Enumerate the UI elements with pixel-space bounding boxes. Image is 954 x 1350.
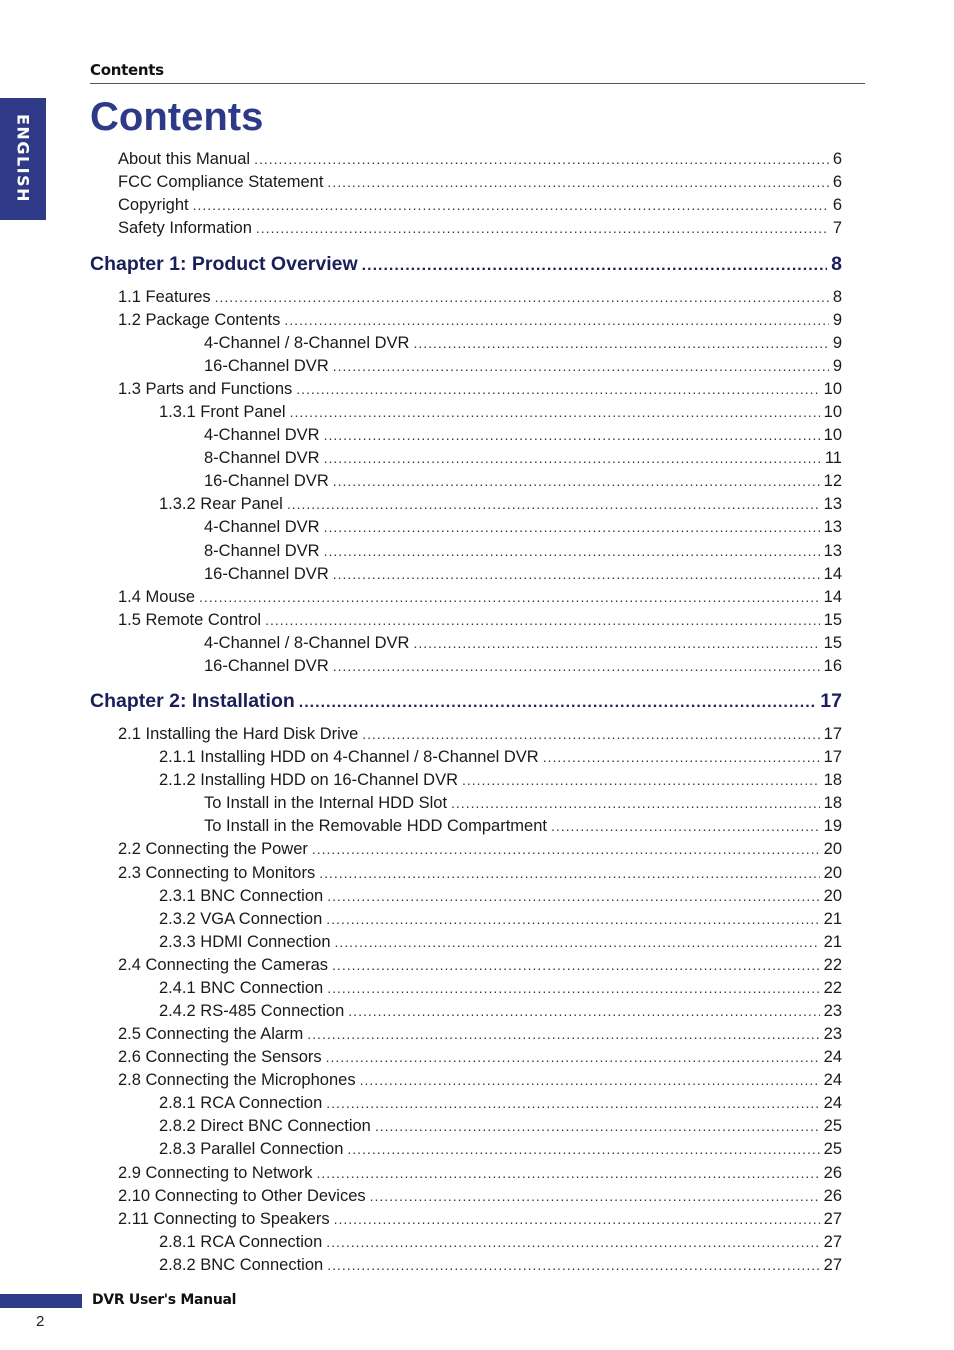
toc-leader-dots: [327, 978, 819, 998]
toc-leader-dots: [543, 747, 820, 767]
language-tab-label: ENGLISH: [13, 114, 33, 204]
toc-page-number: 13: [823, 495, 842, 513]
toc-entry[interactable]: [204, 333, 842, 353]
toc-entry[interactable]: [118, 1209, 842, 1229]
toc-entry-title: FCC Compliance Statement: [118, 173, 324, 191]
toc-leader-dots: [327, 886, 819, 906]
toc-leader-dots: [327, 172, 828, 192]
toc-leader-dots: [296, 379, 819, 399]
toc-entry[interactable]: [118, 610, 842, 630]
toc-leader-dots: [333, 471, 820, 491]
toc-leader-dots: [413, 333, 828, 353]
toc-page-number: 20: [823, 864, 842, 882]
toc-entry[interactable]: [204, 541, 842, 561]
running-header: Contents: [90, 61, 164, 79]
toc-page-number: 6: [832, 196, 842, 214]
toc-entry-title: Chapter 2: Installation: [90, 690, 295, 712]
toc-page-number: 20: [823, 887, 842, 905]
toc-page-number: 27: [823, 1256, 842, 1274]
toc-entry[interactable]: [204, 633, 842, 653]
toc-page-number: 19: [823, 817, 842, 835]
toc-entry-title: 2.3.2 VGA Connection: [159, 910, 323, 928]
page-title: Contents: [90, 95, 264, 139]
footer-manual-title: DVR User's Manual: [92, 1292, 237, 1308]
toc-entry-title: 1.4 Mouse: [118, 588, 196, 606]
toc-entry-title: 1.1 Features: [118, 288, 211, 306]
toc-entry-title: 2.8 Connecting the Microphones: [118, 1071, 356, 1089]
toc-entry[interactable]: [159, 1232, 842, 1252]
toc-page-number: 26: [823, 1164, 842, 1182]
toc-entry-title: 2.4.1 BNC Connection: [159, 979, 324, 997]
toc-page-number: 25: [823, 1140, 842, 1158]
toc-entry[interactable]: [118, 287, 842, 307]
toc-leader-dots: [375, 1116, 820, 1136]
toc-entry-title: 1.3.2 Rear Panel: [159, 495, 283, 513]
toc-leader-dots: [326, 1093, 819, 1113]
toc-page-number: 6: [832, 150, 842, 168]
toc-entry[interactable]: [204, 517, 842, 537]
toc-entry[interactable]: [204, 425, 842, 445]
toc-entry-title: Chapter 1: Product Overview: [90, 253, 358, 275]
toc-entry-title: 2.6 Connecting the Sensors: [118, 1048, 322, 1066]
toc-entry[interactable]: [118, 1163, 842, 1183]
toc-leader-dots: [347, 1139, 819, 1159]
toc-page-number: 13: [823, 518, 842, 536]
toc-entry-title: 2.1.1 Installing HDD on 4-Channel / 8-Channel DVR: [159, 748, 539, 766]
toc-entry[interactable]: [159, 886, 842, 906]
toc-entry-title: 2.8.2 BNC Connection: [159, 1256, 324, 1274]
toc-entry[interactable]: [118, 724, 842, 744]
toc-entry-title: 1.3 Parts and Functions: [118, 380, 293, 398]
toc-entry[interactable]: [159, 1255, 842, 1275]
toc-leader-dots: [324, 448, 821, 468]
toc-page-number: 18: [823, 771, 842, 789]
toc-leader-dots: [462, 770, 820, 790]
toc-entry[interactable]: [118, 1024, 842, 1044]
toc-entry[interactable]: [118, 863, 842, 883]
toc-page-number: 7: [832, 219, 842, 237]
toc-leader-dots: [333, 564, 820, 584]
toc-page-number: 11: [824, 449, 842, 467]
toc-entry[interactable]: [204, 564, 842, 584]
toc-entry[interactable]: [118, 195, 842, 215]
toc-entry-title: 4-Channel DVR: [204, 518, 320, 536]
toc-page-number: 9: [832, 357, 842, 375]
toc-leader-dots: [316, 1163, 819, 1183]
toc-page-number: 17: [823, 725, 842, 743]
toc-leader-dots: [254, 149, 829, 169]
toc-leader-dots: [451, 793, 820, 813]
toc-entry-title: 16-Channel DVR: [204, 565, 329, 583]
toc-entry[interactable]: [118, 839, 842, 859]
page-number: 2: [36, 1313, 45, 1330]
toc-leader-dots: [324, 517, 820, 537]
toc-entry[interactable]: [118, 587, 842, 607]
toc-leader-dots: [307, 1024, 819, 1044]
toc-leader-dots: [284, 310, 828, 330]
toc-page-number: 22: [823, 979, 842, 997]
toc-page-number: 15: [823, 611, 842, 629]
toc-page-number: 9: [832, 334, 842, 352]
toc-page-number: 10: [823, 380, 842, 398]
toc-leader-dots: [287, 494, 820, 514]
toc-leader-dots: [327, 1255, 819, 1275]
toc-leader-dots: [319, 863, 819, 883]
header-divider: [90, 83, 865, 84]
footer-accent-bar: [0, 1294, 82, 1308]
toc-page-number: 20: [823, 840, 842, 858]
toc-leader-dots: [193, 195, 829, 215]
toc-entry[interactable]: [159, 1001, 842, 1021]
toc-leader-dots: [326, 1232, 819, 1252]
toc-leader-dots: [362, 724, 819, 744]
toc-page-number: 10: [823, 426, 842, 444]
toc-leader-dots: [215, 287, 829, 307]
toc-leader-dots: [324, 541, 820, 561]
toc-page-number: 15: [823, 634, 842, 652]
toc-leader-dots: [413, 633, 819, 653]
toc-entry-title: 2.8.1 RCA Connection: [159, 1233, 323, 1251]
toc-entry[interactable]: [118, 1070, 842, 1090]
toc-entry[interactable]: [118, 955, 842, 975]
toc-leader-dots: [332, 955, 820, 975]
toc-entry[interactable]: [159, 494, 842, 514]
toc-page-number: 21: [823, 910, 842, 928]
toc-entry[interactable]: [159, 909, 842, 929]
toc-entry-title: 16-Channel DVR: [204, 357, 329, 375]
toc-page-number: 17: [823, 748, 842, 766]
toc-page-number: 17: [820, 690, 842, 712]
toc-entry[interactable]: [204, 816, 842, 836]
toc-page-number: 24: [823, 1048, 842, 1066]
toc-entry-title: 2.4 Connecting the Cameras: [118, 956, 329, 974]
toc-entry-title: 4-Channel / 8-Channel DVR: [204, 334, 410, 352]
toc-entry-title: To Install in the Removable HDD Compartment: [204, 817, 547, 835]
toc-leader-dots: [256, 218, 829, 238]
toc-entry[interactable]: [204, 656, 842, 676]
toc-entry[interactable]: [159, 770, 842, 790]
toc-entry-title: 2.9 Connecting to Network: [118, 1164, 313, 1182]
toc-entry[interactable]: [118, 1186, 842, 1206]
toc-entry[interactable]: [204, 356, 842, 376]
toc-chapter-entry[interactable]: [90, 252, 842, 278]
toc-entry[interactable]: [159, 402, 842, 422]
toc-leader-dots: [265, 610, 820, 630]
toc-entry-title: 16-Channel DVR: [204, 657, 329, 675]
toc-entry[interactable]: [118, 1047, 842, 1067]
toc-entry-title: To Install in the Internal HDD Slot: [204, 794, 448, 812]
toc-entry[interactable]: [159, 747, 842, 767]
toc-entry-title: 16-Channel DVR: [204, 472, 329, 490]
toc-leader-dots: [199, 587, 820, 607]
toc-page-number: 16: [823, 657, 842, 675]
toc-page-number: 10: [823, 403, 842, 421]
toc-page-number: 24: [823, 1071, 842, 1089]
toc-page-number: 21: [823, 933, 842, 951]
toc-entry[interactable]: [204, 448, 842, 468]
toc-entry-title: 2.3 Connecting to Monitors: [118, 864, 316, 882]
toc-leader-dots: [290, 402, 820, 422]
toc-entry-title: 4-Channel DVR: [204, 426, 320, 444]
toc-page-number: 6: [832, 173, 842, 191]
toc-entry-title: 1.3.1 Front Panel: [159, 403, 286, 421]
toc-leader-dots: [326, 909, 819, 929]
toc-entry-title: 2.3.1 BNC Connection: [159, 887, 324, 905]
toc-entry[interactable]: [118, 379, 842, 399]
toc-leader-dots: [362, 254, 827, 278]
toc-entry[interactable]: [118, 149, 842, 169]
toc-page-number: 23: [823, 1002, 842, 1020]
toc-entry-title: Copyright: [118, 196, 189, 214]
toc-entry-title: 4-Channel / 8-Channel DVR: [204, 634, 410, 652]
toc-leader-dots: [348, 1001, 819, 1021]
toc-page-number: 13: [823, 542, 842, 560]
toc-leader-dots: [333, 656, 820, 676]
toc-entry-title: 8-Channel DVR: [204, 542, 320, 560]
toc-page-number: 12: [823, 472, 842, 490]
toc-entry-title: 2.10 Connecting to Other Devices: [118, 1187, 366, 1205]
toc-entry[interactable]: [118, 172, 842, 192]
toc-page-number: 25: [823, 1117, 842, 1135]
toc-entry-title: About this Manual: [118, 150, 251, 168]
toc-entry-title: 1.2 Package Contents: [118, 311, 281, 329]
toc-entry-title: 2.4.2 RS-485 Connection: [159, 1002, 345, 1020]
toc-entry-title: 2.1.2 Installing HDD on 16-Channel DVR: [159, 771, 458, 789]
toc-leader-dots: [335, 932, 820, 952]
toc-page-number: 14: [823, 565, 842, 583]
toc-entry[interactable]: [159, 1139, 842, 1159]
toc-entry-title: 2.5 Connecting the Alarm: [118, 1025, 304, 1043]
toc-entry-title: 8-Channel DVR: [204, 449, 320, 467]
toc-entry[interactable]: [159, 1093, 842, 1113]
language-side-tab: [0, 98, 46, 220]
toc-leader-dots: [326, 1047, 820, 1067]
toc-entry-title: 2.3.3 HDMI Connection: [159, 933, 331, 951]
toc-entry-title: 2.11 Connecting to Speakers: [118, 1210, 330, 1228]
toc-entry[interactable]: [118, 218, 842, 238]
toc-page-number: 14: [823, 588, 842, 606]
toc-chapter-entry[interactable]: [90, 689, 842, 715]
toc-entry-title: 2.2 Connecting the Power: [118, 840, 308, 858]
toc-leader-dots: [334, 1209, 820, 1229]
toc-entry-title: 1.5 Remote Control: [118, 611, 262, 629]
toc-entry-title: 2.8.1 RCA Connection: [159, 1094, 323, 1112]
toc-entry[interactable]: [159, 1116, 842, 1136]
toc-entry[interactable]: [204, 793, 842, 813]
toc-leader-dots: [312, 839, 820, 859]
toc-page-number: 27: [823, 1233, 842, 1251]
toc-page-number: 18: [823, 794, 842, 812]
toc-entry[interactable]: [159, 978, 842, 998]
toc-entry-title: Safety Information: [118, 219, 252, 237]
toc-entry-title: 2.1 Installing the Hard Disk Drive: [118, 725, 359, 743]
toc-page-number: 27: [823, 1210, 842, 1228]
toc-page-number: 22: [823, 956, 842, 974]
toc-leader-dots: [551, 816, 820, 836]
toc-entry[interactable]: [204, 471, 842, 491]
toc-leader-dots: [360, 1070, 820, 1090]
toc-entry-title: 2.8.3 Parallel Connection: [159, 1140, 344, 1158]
toc-page-number: 24: [823, 1094, 842, 1112]
toc-leader-dots: [370, 1186, 820, 1206]
toc-page-number: 8: [832, 288, 842, 306]
toc-leader-dots: [333, 356, 829, 376]
toc-entry[interactable]: [118, 310, 842, 330]
toc-entry[interactable]: [159, 932, 842, 952]
toc-page-number: 8: [831, 253, 842, 275]
toc-page-number: 23: [823, 1025, 842, 1043]
toc-leader-dots: [324, 425, 820, 445]
toc-leader-dots: [299, 691, 817, 715]
toc-page-number: 9: [832, 311, 842, 329]
toc-entry-title: 2.8.2 Direct BNC Connection: [159, 1117, 371, 1135]
toc-page-number: 26: [823, 1187, 842, 1205]
